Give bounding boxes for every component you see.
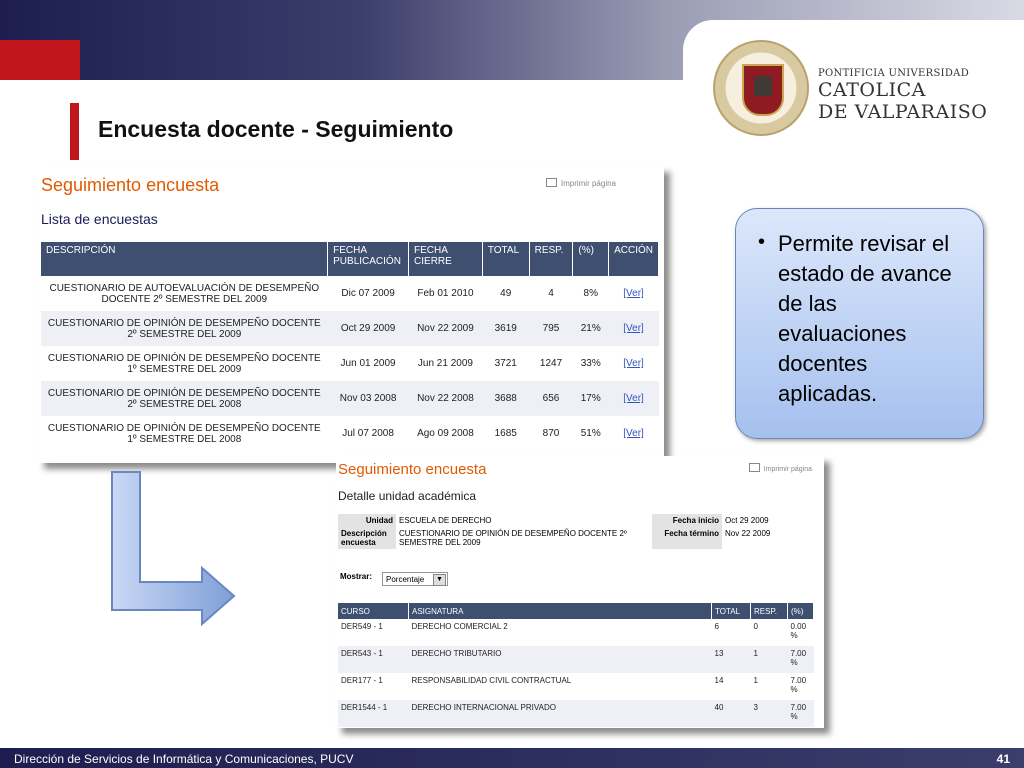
cell-cierre: Nov 22 2008 (409, 381, 483, 416)
callout-text: Permite revisar el estado de avance de las evaluaciones docentes aplicadas. (778, 231, 952, 406)
cell-desc: CUESTIONARIO DE OPINIÓN DE DESEMPEÑO DOCENTE 2º SEMESTRE DEL 2009 (41, 311, 328, 346)
page-number: 41 (996, 752, 1010, 766)
ver-link[interactable]: [Ver] (623, 358, 644, 369)
cell-resp: 4 (548, 288, 554, 299)
mostrar-select[interactable] (382, 572, 448, 586)
print-link[interactable]: Imprimir página (546, 178, 616, 188)
cell-resp: 0 (753, 622, 758, 631)
cell-total: 40 (712, 700, 751, 727)
cell-total: 1685 (494, 428, 517, 439)
fecha-inicio-label: Fecha inicio (652, 514, 722, 527)
col-header: FECHA PUBLICACIÓN (328, 242, 409, 276)
table-row (41, 346, 659, 381)
cell-pct: 7.00 % (788, 646, 814, 673)
ver-link[interactable]: [Ver] (623, 323, 644, 334)
cell-desc: CUESTIONARIO DE OPINIÓN DE DESEMPEÑO DOCENTE 1º SEMESTRE DEL 2008 (47, 422, 321, 445)
print-link[interactable]: Imprimir página (749, 463, 812, 473)
cell-resp: 1247 (539, 358, 563, 369)
cell-pub: Dic 07 2009 (341, 288, 395, 299)
course-table (338, 603, 814, 727)
chevron-down-icon: ▼ (433, 574, 446, 586)
cell-pct: 21% (573, 311, 609, 346)
cell-total: 49 (500, 288, 512, 299)
ver-link[interactable]: [Ver] (623, 428, 644, 439)
logo-text-valparaiso: DE VALPARAISO (818, 101, 988, 123)
cell-desc: CUESTIONARIO DE AUTOEVALUACIÓN DE DESEMPEÑO DOCENTE 2º SEMESTRE DEL 2009 (49, 282, 320, 305)
logo-text-small: PONTIFICIA UNIVERSIDAD (818, 68, 970, 79)
cell-resp: 1 (753, 676, 758, 685)
cell-pct: 33% (580, 358, 601, 369)
bullet-icon: • (758, 231, 766, 253)
unit-info-table (338, 514, 778, 549)
cell-pct: 7.00 % (790, 676, 807, 694)
flow-arrow-icon (108, 470, 238, 640)
cell-cierre: Nov 22 2009 (409, 311, 483, 346)
cell-curso: DER549 - 1 (341, 622, 383, 631)
title-accent-bar (70, 103, 79, 160)
panel-subtitle: Lista de encuestas (41, 211, 158, 227)
ver-link[interactable]: [Ver] (623, 288, 644, 299)
col-header: RESP. (751, 603, 788, 619)
cell-resp: 870 (542, 428, 560, 439)
table-row (41, 381, 659, 416)
cell-resp: 3 (751, 700, 788, 727)
cell-total: 3619 (482, 311, 529, 346)
survey-list-screenshot (38, 166, 664, 463)
cell-curso: DER543 - 1 (338, 646, 409, 673)
cell-resp: 1 (751, 646, 788, 673)
col-header: TOTAL (482, 242, 529, 276)
mostrar-label: Mostrar: (340, 572, 373, 581)
fecha-termino-value: Nov 22 2009 (725, 529, 771, 538)
panel-subtitle: Detalle unidad académica (338, 489, 477, 503)
unidad-value: ESCUELA DE DERECHO (399, 516, 492, 525)
table-row (41, 276, 659, 311)
unit-detail-screenshot (336, 456, 824, 728)
cell-asignatura: RESPONSABILIDAD CIVIL CONTRACTUAL (411, 676, 572, 685)
table-row (41, 311, 659, 346)
table-row (338, 646, 814, 673)
cell-resp: 656 (529, 381, 573, 416)
header-red-block (0, 40, 80, 80)
cell-desc: CUESTIONARIO DE OPINIÓN DE DESEMPEÑO DOCENTE 1º SEMESTRE DEL 2009 (47, 352, 321, 375)
col-header: ACCIÓN (609, 242, 659, 276)
table-row (338, 619, 814, 646)
callout-box (735, 208, 984, 439)
col-header: (%) (573, 242, 609, 276)
table-row (338, 673, 814, 700)
fecha-inicio-value: Oct 29 2009 (725, 516, 769, 525)
survey-table (41, 242, 659, 451)
cell-total: 3721 (494, 358, 517, 369)
slide-title: Encuesta docente - Seguimiento (98, 116, 454, 142)
col-header: TOTAL (712, 603, 751, 619)
cell-resp: 795 (529, 311, 573, 346)
cell-cierre: Ago 09 2008 (417, 428, 474, 439)
panel-title: Seguimiento encuesta (41, 175, 220, 195)
unidad-label: Unidad (338, 514, 396, 527)
col-header: (%) (788, 603, 814, 619)
ver-link[interactable]: [Ver] (623, 393, 644, 404)
cell-curso: DER1544 - 1 (338, 700, 409, 727)
footer-bar (0, 748, 1024, 768)
cell-desc: CUESTIONARIO DE OPINIÓN DE DESEMPEÑO DOCENTE 2º SEMESTRE DEL 2008 (41, 381, 328, 416)
cell-asignatura: DERECHO TRIBUTARIO (409, 646, 712, 673)
cell-pub: Jul 07 2008 (342, 428, 394, 439)
col-header: FECHA CIERRE (409, 242, 483, 276)
cell-pct: 51% (580, 428, 601, 439)
cell-asignatura: DERECHO INTERNACIONAL PRIVADO (409, 700, 712, 727)
col-header: DESCRIPCIÓN (41, 242, 328, 276)
cell-total: 3688 (482, 381, 529, 416)
cell-cierre: Jun 21 2009 (417, 358, 473, 369)
seal-shield (742, 64, 784, 116)
cell-pub: Jun 01 2009 (340, 358, 396, 369)
footer-text: Dirección de Servicios de Informática y Comunicaciones, PUCV (14, 752, 354, 766)
cell-pct: 7.00 % (788, 700, 814, 727)
printer-icon (749, 463, 760, 472)
mostrar-value: Porcentaje (386, 575, 425, 584)
cell-total: 13 (712, 646, 751, 673)
descripcion-value: CUESTIONARIO DE OPINIÓN DE DESEMPEÑO DOCENTE 2º SEMESTRE DEL 2009 (399, 529, 627, 547)
cell-pub: Oct 29 2009 (328, 311, 409, 346)
cell-total: 6 (714, 622, 719, 631)
university-seal (713, 40, 809, 136)
cell-cierre: Feb 01 2010 (417, 288, 474, 299)
col-header: RESP. (529, 242, 573, 276)
cell-pct: 17% (573, 381, 609, 416)
printer-icon (546, 178, 557, 187)
logo-text-catolica: CATOLICA (818, 79, 926, 101)
cell-asignatura: DERECHO COMERCIAL 2 (411, 622, 508, 631)
fecha-termino-label: Fecha término (652, 527, 722, 549)
col-header: ASIGNATURA (409, 603, 712, 619)
col-header: CURSO (338, 603, 409, 619)
cell-pub: Nov 03 2008 (328, 381, 409, 416)
cell-pct: 8% (583, 288, 598, 299)
panel-title: Seguimiento encuesta (338, 461, 487, 478)
cell-pct: 0.00 % (790, 622, 807, 640)
table-row (338, 700, 814, 727)
cell-total: 14 (714, 676, 724, 685)
descripcion-label: Descripción encuesta (338, 527, 396, 549)
cell-curso: DER177 - 1 (341, 676, 383, 685)
table-row (41, 416, 659, 451)
